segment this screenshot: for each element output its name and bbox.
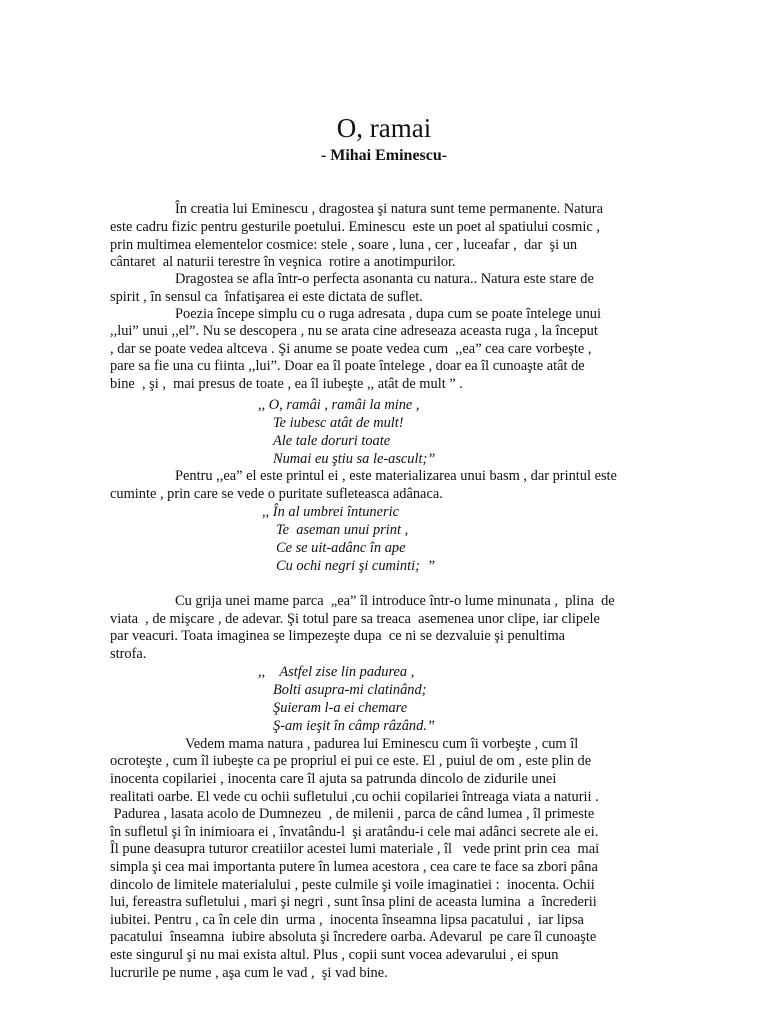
paragraph-line: , dar se poate vedea altceva . Şi anume se poate vedea cum ,,ea” cea care vorbeşte , [110,341,592,357]
verse-line: Ce se uit-adânc în ape [276,540,406,556]
poem-title: O, ramai [336,113,432,143]
paragraph-line: Poezia începe simplu cu o ruga adresata , dupa cum se poate întelege unui [175,306,601,322]
paragraph-line: lucrurile pe nume , aşa cum le vad , şi vad bine. [110,965,388,981]
paragraph-line: bine , şi , mai presus de toate , ea îl iubeşte ,, atât de mult ” . [110,376,463,392]
paragraph-line: strofa. [110,646,147,662]
paragraph-line: ,,lui” unui ,,el”. Nu se descopera , nu se arata cine adreseaza aceasta ruga , la început [110,323,598,339]
verse-line: Şuieram l-a ei chemare [273,700,408,716]
paragraph-line: cântaret al naturii terestre în veşnica rotire a anotimpurilor. [110,254,456,270]
author-line: - Mihai Eminescu- [320,147,448,164]
paragraph-line: este singurul şi nu mai exista altul. Plus , copii sunt vocea adevarului , ei spun [110,947,559,963]
paragraph-line: inocenta copilariei , inocenta care îl ajuta sa patrunda dincolo de zidurile unei [110,771,557,787]
verse-line: ,, O, ramâi , ramâi la mine , [258,397,420,413]
paragraph-line: viata , de mişcare , de adevar. Şi totul pare sa treaca asemenea unor clipe, iar clipele [110,611,600,627]
paragraph-line: pare sa fie una cu fiinta ,,lui”. Doar ea îl poate întelege , doar ea îl cunoaşte atât de [110,358,585,374]
paragraph-line: pacatului înseamna iubire absoluta şi încredere oarba. Adevarul pe care îl cunoaşte [110,929,597,945]
paragraph-line: Îl pune deasupra tuturor creatiilor acestei lumi materiale , îl vede print prin cea mai [110,841,600,857]
paragraph-line: Cu grija unei mame parca „ea” îl introduce într-o lume minunata , plina de [175,593,615,609]
paragraph-line: Dragostea se afla într-o perfecta asonanta cu natura.. Natura este stare de [175,271,594,287]
verse-line: Ale tale doruri toate [273,433,391,449]
paragraph-line: În creatia lui Eminescu , dragostea şi natura sunt teme permanente. Natura [175,201,603,217]
verse-line: Te iubesc atât de mult! [273,415,404,431]
paragraph-line: iubitei. Pentru , ca în cele din urma , inocenta înseamna lipsa pacatului , iar lipsa [110,912,584,928]
paragraph-line: este cadru fizic pentru gesturile poetului. Eminescu este un poet al spatiului cosmic , [110,219,600,235]
verse-line: ,, Astfel zise lin padurea , [258,664,415,680]
paragraph-line: dincolo de limitele materialului , peste culmile şi voile imaginatiei : inocenta. Ochii [110,877,595,893]
verse-line: Cu ochi negri şi cuminti; ” [276,558,436,574]
verse-line: ,, În al umbrei întuneric [262,504,399,520]
verse-line: Bolti asupra-mi clatinând; [273,682,427,698]
paragraph-line: lui, fereastra sufletului , mari şi negri , sunt însa plini de aceasta lumina a încrederii [110,894,597,910]
paragraph-line: cuminte , prin care se vede o puritate sufleteasca adânaca. [110,486,443,502]
paragraph-line: realitati oarbe. El vede cu ochii sufletului ,cu ochii copilariei întreaga viata a naturii . [110,789,599,805]
verse-line: Te aseman unui print , [276,522,409,538]
paragraph-line: Vedem mama natura , padurea lui Eminescu cum îi vorbeşte , cum îl [185,736,579,752]
paragraph-line: ocroteşte , cum îl iubeşte ca pe propriul ei pui ce este. El , puiul de om , este plin de [110,753,592,769]
paragraph-line: Padurea , lasata acolo de Dumnezeu , de milenii , parca de când lumea , îl primeste [110,806,595,822]
paragraph-line: spirit , în sensul ca înfatişarea ei este dictata de suflet. [110,289,423,305]
verse-line: Ş-am ieşit în câmp râzând.” [273,718,435,734]
paragraph-line: în sufletul şi în inimioara ei , învatându-l şi aratându-i cele mai adânci secrete ale ei. [110,824,599,840]
paragraph-line: Pentru ,,ea” el este printul ei , este materializarea unui basm , dar printul este [175,468,617,484]
paragraph-line: prin multimea elementelor cosmice: stele , soare , luna , cer , luceafar , dar şi un [110,237,578,253]
verse-line: Numai eu ştiu sa le-ascult;” [273,451,436,467]
paragraph-line: par veacuri. Toata imaginea se limpezeşte dupa ce ni se dezvaluie şi penultima [110,628,566,644]
paragraph-line: simpla şi cea mai importanta putere în lumea acestora , cea care te face sa zbori pâna [110,859,598,875]
